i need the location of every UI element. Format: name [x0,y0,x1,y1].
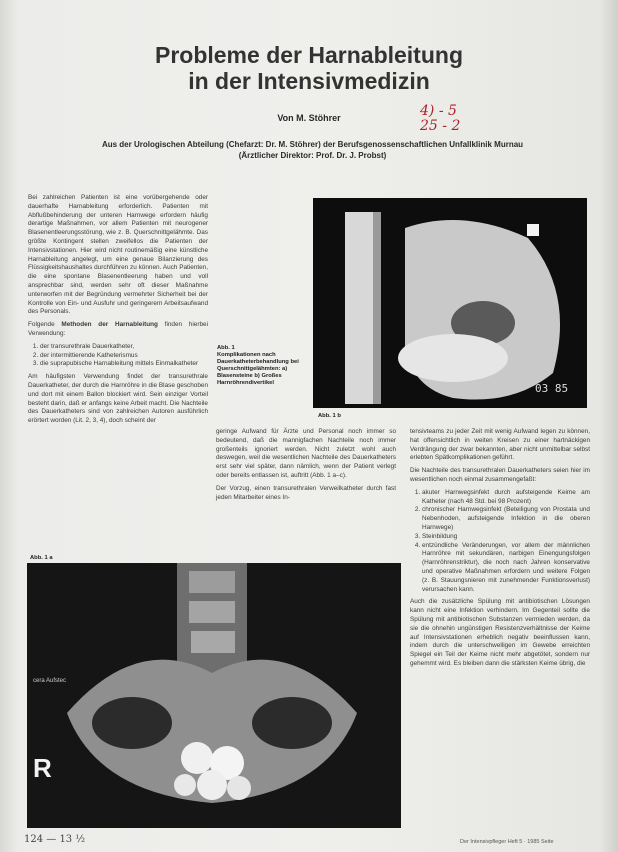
figure-caption: Abb. 1 Komplikationen nach Dauerkatheterbehandlung bei Querschnittgelähmten: a) Blasensteine b) Großes Harnröhrendivertikel [217,345,299,386]
article-title-line2: in der Intensivmedizin [188,68,430,94]
article-title-line1: Probleme der Harnableitung [154,42,463,68]
list-item: 1. akuter Harnwegsinfekt durch aufsteigende Keime am Katheter (nach 48 Std. bei 98 Prozent) [422,489,590,507]
paragraph: tensivteams zu jeder Zeit mit wenig Aufwand legen zu können, hat offensichtlich in weiten Kreisen zu einer hartnäckigen Verdrängung der zwar bekannten, aber nicht unmittelbar selbst erlebten Spätkomplikationen geführt. [410,428,590,462]
column-3 [410,428,590,673]
paragraph: Auch die zusätzliche Spülung mit antibiotischen Lösungen kann nicht eine Infektion verhindern. Im Gegenteil sollte die Spülung mit antibiotischen Substanzen vermieden werden, da sie die ohnehin ungünstigen Resistenzverhältnisse der Keime auf Intensivstationen erheblich negativ beeinflussen kann, indem durch die unterschwelligen im Gewebe erreichten Spiegel ein Teil der Keime nicht mehr abgetötet, sondern nur gehemmt wird. Es bleiben dann die stärksten Keime übrig, die [410,598,590,667]
complication-list [410,489,590,595]
list-item: 3. Steinbildung [422,533,590,542]
xray-image [27,563,401,828]
list-item: 2. der intermittierende Katheterismus [40,352,208,361]
paragraph: Der Vorzug, einen transurethralen Verweilkatheter durch fast jeden Mitarbeiter eines In- [216,484,396,501]
affiliation-line1: Aus der Urologischen Abteilung (Chefarzt: Dr. M. Stöhrer) der Berufsgenossenschaftlichen Unfallklinik Murnau [101,140,524,149]
endoscopy-photo [313,198,587,408]
column-1 [28,194,208,430]
paragraph: geringe Aufwand für Ärzte und Personal noch immer so bedeutend, daß die mannigfachen Nachteile noch immer großenteils ignoriert werden. Nicht zuletzt wohl auch deswegen, weil die wesentlichen Nachteile des Dauerkatheters erst sehr viel später, dann nämlich, wenn der Patient verlegt oder bereits entlassen ist, auftritt (Abb. 1 a–c). [216,428,396,479]
list-item: 3. die suprapubische Harnableitung mittels Einmalkatheter [40,360,208,369]
paragraph: Am häufigsten Verwendung findet der transurethrale Dauerkatheter, der durch die Harnröhre in die Blase geschoben und dort mit einem Ballon blockiert wird. Sein einziger Vorteil besteht darin, daß er anfangs keine Arbeit macht. Die Nachteile des Dauerkatheters sind von zahlreichen Autoren ausführlich erörtert worden (Lit. 2, 3, 4), doch scheint der [28,373,208,425]
xray-photo [27,563,401,828]
page-number: 124 — 13 ½ [24,834,86,845]
journal-footer: Der Intensivpfleger Heft 5 · 1985 Seite [460,839,554,845]
endoscopy-image [313,198,587,408]
list-item: 4. entzündliche Veränderungen, vor allem der männlichen Harnröhre mit sekundären, narbigen Einengungsfolgen (Harnröhrenstriktur), die noch nach Jahren konservative und operative Maßnahmen erfordern und weitere Folgen (z. B. Stauungsnieren mit zunehmender Funktionsverlust) verursachen kann. [422,542,590,595]
paragraph: Folgende Methoden der Harnableitung finden hierbei Verwendung: [28,321,208,337]
figure-label-1b: Abb. 1 b [318,413,341,419]
method-list [28,343,208,369]
figure-label-1a: Abb. 1 a [30,555,53,561]
paragraph: Bei zahlreichen Patienten ist eine vorübergehende oder dauerhafte Harnableitung erforderlich. Patienten mit Abflußbehinderung der unteren Harnwege erfordern häufig derartige Maßnahmen, vor allem Patienten mit neurogener Blasenentleerungsstörung, wie z. B. Querschnittgelähmte. Das größte Kontingent stellen zweifellos die Patienten der Intensivstationen. Hier wird nicht routinemäßig eine künstliche Harnableitung angelegt, um eine genaue Bilanzierung des Flüssigkeitshaushaltes durchführen zu können. Auch Patienten, die eine spontane Blasenentleerung haben und voll ansprechbar sind, werden sehr oft dieser Maßnahme unterworfen mit der Begründung vermehrter Sicherheit bei der Kontrolle von Ein- und Ausfuhr und geringerem Arbeitsaufwand des Personals. [28,194,208,316]
affiliation-line2: (Ärztlicher Direktor: Prof. Dr. J. Probst) [238,151,387,160]
xray-small-label: cera Aufstec [33,678,67,684]
handwritten-note: 4) - 5 25 - 2 [420,103,461,134]
xray-side-letter: R [33,753,52,783]
column-2 [216,428,396,506]
paragraph: Die Nachteile des transurethralen Dauerkatheters seien hier im wesentlichen noch einmal zusammengefaßt: [410,467,590,483]
author-line: Von M. Stöhrer [277,113,341,123]
list-item: 1. der transurethrale Dauerkatheter, [40,343,208,352]
photo-timestamp: 03 85 [535,382,569,395]
list-item: 2. chronischer Harnwegsinfekt (Beteiligung von Prostata und Nebenhoden, aufsteigende Infektion in die oberen Harnwege) [422,506,590,532]
